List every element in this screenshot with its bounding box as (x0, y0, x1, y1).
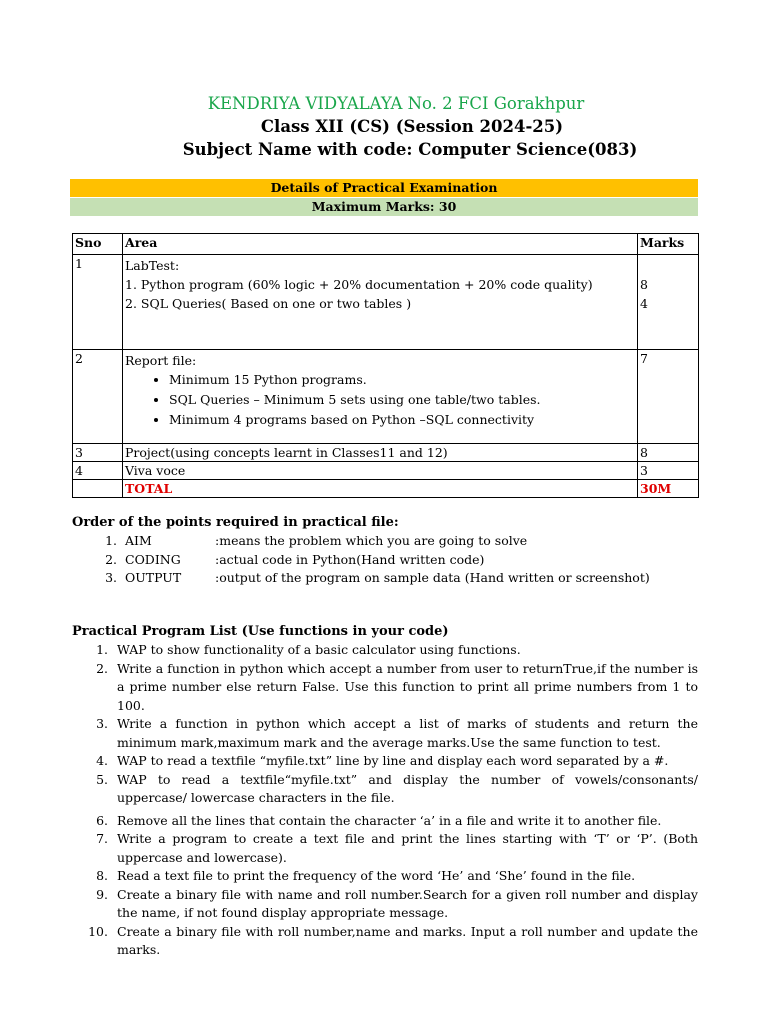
labtest-python: 1. Python program (60% logic + 20% documentation + 20% code quality) (125, 277, 593, 292)
item-number: 3. (96, 716, 108, 731)
item-text: Write a program to create a text file and print the lines starting with ‘T’ or ‘P’. (Both uppercase and lowercase). (117, 831, 698, 865)
item-text: Read a text file to print the frequency of the word ‘He’ and ‘She’ found in the file. (117, 868, 636, 883)
item-text: Create a binary file with roll number,name and marks. Input a roll number and update the marks. (117, 923, 698, 957)
item-text: Write a function in python which accept a list of marks of students and return the minimum mark,maximum mark and the average marks.Use the same function to test. (117, 716, 698, 750)
class-session: Class XII (CS) (Session 2024-25) (260, 117, 564, 136)
item-desc: :means the problem which you are going to solve (215, 533, 528, 548)
list-item (72, 867, 698, 886)
marks-table (72, 233, 699, 498)
item-number: 6. (96, 812, 108, 828)
row-area: Project(using concepts learnt in Classes11 and 12) (123, 444, 638, 462)
program-list-heading: Practical Program List (Use functions in your code) (72, 624, 449, 639)
practical-details-band: Details of Practical Examination (70, 179, 698, 197)
list-item (72, 830, 698, 867)
list-item: • Minimum 4 programs based on Python –SQL connectivity (169, 410, 635, 430)
item-term: CODING (125, 551, 181, 567)
row-marks (638, 255, 699, 350)
table-row (73, 350, 699, 444)
list-item (72, 660, 698, 716)
total-label: TOTAL (123, 480, 638, 498)
row-sno: 2 (73, 350, 123, 444)
order-heading: Order of the points required in practical file: (72, 515, 399, 530)
item-desc: :output of the program on sample data (Hand written or screenshot) (215, 570, 650, 585)
row-sno: 4 (73, 462, 123, 480)
row-marks: 3 (638, 462, 699, 480)
list-item (72, 532, 692, 551)
table-row (73, 255, 699, 350)
list-item: • Minimum 15 Python programs. (169, 370, 635, 390)
table-row (73, 462, 699, 480)
list-item (72, 752, 698, 771)
item-number: 2. (105, 551, 117, 567)
list-item (72, 771, 698, 808)
list-item: • SQL Queries – Minimum 5 sets using one table/two tables. (169, 390, 635, 410)
report-file-title: Report file: (125, 353, 197, 368)
school-name: KENDRIYA VIDYALAYA No. 2 FCI Gorakhpur (207, 94, 585, 113)
row-area (123, 350, 638, 444)
row-area: Viva voce (123, 462, 638, 480)
maximum-marks-band: Maximum Marks: 30 (70, 198, 698, 216)
table-total-row (73, 480, 699, 498)
item-text: Remove all the lines that contain the character ‘a’ in a file and write it to another file. (117, 812, 662, 828)
marks-python: 8 (640, 277, 648, 292)
program-list (72, 641, 698, 960)
table-row (73, 444, 699, 462)
list-item (72, 886, 698, 923)
list-item (72, 569, 692, 588)
row-area (123, 255, 638, 350)
row-marks: 7 (638, 350, 699, 444)
list-item (72, 551, 692, 570)
order-list (72, 532, 692, 588)
report-file-bullets (125, 370, 635, 430)
table-header-row (73, 234, 699, 255)
list-item (72, 923, 698, 960)
item-text: WAP to show functionality of a basic calculator using functions. (117, 642, 521, 657)
list-item (72, 812, 698, 831)
total-marks: 30M (638, 480, 699, 498)
marks-sql: 4 (640, 296, 648, 311)
item-term: AIM (125, 533, 152, 548)
row-sno: 1 (73, 255, 123, 350)
row-sno: 3 (73, 444, 123, 462)
subject-title: Subject Name with code: Computer Science(083) (182, 140, 638, 159)
list-item (72, 641, 698, 660)
item-term: OUTPUT (125, 570, 182, 585)
row-marks: 8 (638, 444, 699, 462)
item-desc: :actual code in Python(Hand written code) (215, 551, 485, 567)
labtest-title: LabTest: (125, 258, 180, 273)
labtest-sql: 2. SQL Queries( Based on one or two tables ) (125, 296, 412, 311)
item-text: WAP to read a textfile“myfile.txt” and display the number of vowels/consonants/ uppercase/ lowercase characters in the file. (117, 771, 698, 805)
item-number: 3. (105, 570, 117, 585)
item-number: 8. (96, 868, 108, 883)
item-number: 10. (88, 923, 108, 939)
item-number: 9. (96, 886, 108, 902)
item-number: 2. (96, 660, 108, 676)
header-area: Area (123, 234, 638, 255)
item-number: 4. (96, 753, 108, 768)
item-text: Write a function in python which accept a number from user to returnTrue,if the number is a prime number else return False. Use this function to print all prime numbers from 1 to 100. (117, 660, 698, 713)
item-text: WAP to read a textfile “myfile.txt” line by line and display each word separated by a #. (117, 753, 669, 768)
item-number: 7. (96, 831, 108, 846)
header-marks: Marks (638, 234, 699, 255)
item-text: Create a binary file with name and roll number.Search for a given roll number and display the name, if not found display appropriate message. (117, 886, 698, 920)
header-sno: Sno (73, 234, 123, 255)
list-item (72, 715, 698, 752)
item-number: 1. (96, 642, 108, 657)
item-number: 1. (105, 533, 117, 548)
item-number: 5. (96, 771, 108, 787)
